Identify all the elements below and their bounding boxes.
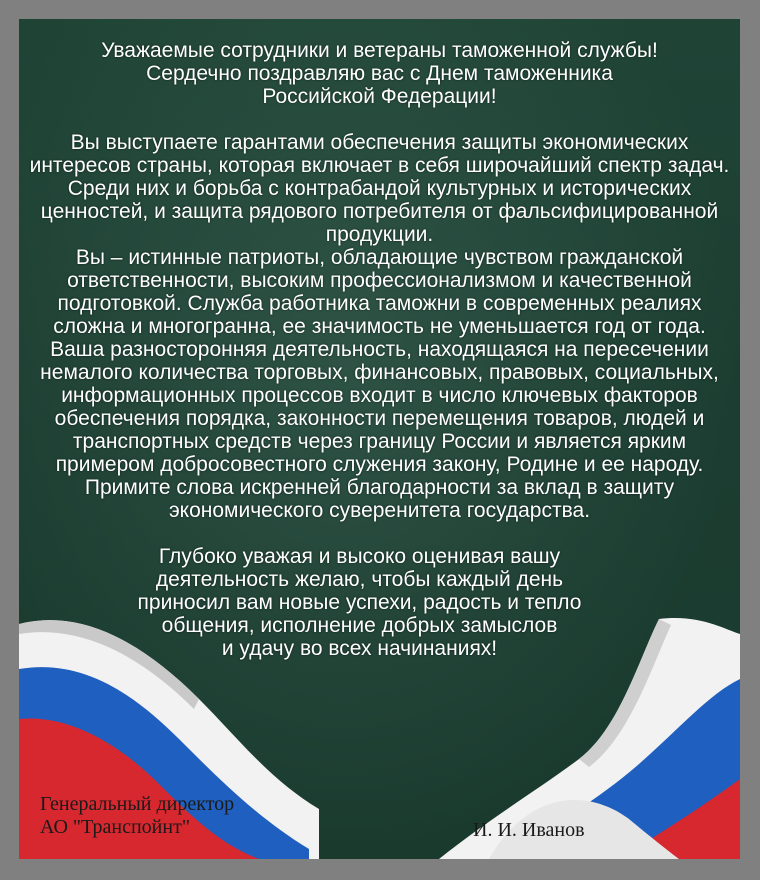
greeting-card (19, 19, 740, 859)
spacer (19, 108, 740, 131)
spacer (19, 522, 740, 545)
closing-line: и удачу во всех начинаниях! (221, 637, 498, 660)
greeting-line: Российской Федерации! (262, 85, 497, 108)
greeting-line: Уважаемые сотрудники и ветераны таможенной службы! (101, 39, 658, 62)
greeting-line: Сердечно поздравляю вас с Днем таможенника (146, 62, 613, 85)
closing-line: общения, исполнение добрых замыслов (161, 614, 558, 637)
signature-position: Генеральный директор (40, 793, 235, 815)
signature-name: И. И. Иванов (473, 819, 585, 841)
body-paragraph: Вы – истинные патриоты, обладающие чувством гражданской ответственности, высоким профессионализмом и качественной подготовкой. Служба работника таможни в современных реалиях сложна и многогранна, ее значимость не уменьшается год от года. Ваша разносторонняя деятельность, находящаяся на пересечении немалого количества торговых, финансовых, правовых, социальных, информационных процессов входит в число ключевых факторов обеспечения порядка, законности перемещения товаров, людей и транспортных средств через границу России и является ярким примером добросовестного служения закону, Родине и ее народу. Примите слова искренней благодарности за вклад в защиту экономического суверенитета государства. (40, 246, 719, 522)
closing-paragraph (19, 545, 740, 660)
closing-line: Глубоко уважая и высоко оценивая вашу (158, 545, 561, 568)
message-text (19, 39, 740, 660)
closing-line: деятельность желаю, чтобы каждый день (155, 568, 564, 591)
closing-line: приносил вам новые успехи, радость и тепло (137, 591, 582, 614)
signature-company: АО "Транспойнт" (40, 816, 190, 838)
body-paragraph: Вы выступаете гарантами обеспечения защиты экономических интересов страны, которая включает в себя широчайший спектр задач. Среди них и борьба с контрабандой культурных и исторических ценностей, и защита рядового потребителя от фальсифицированной продукции. (29, 131, 730, 246)
signature-left (40, 793, 234, 839)
